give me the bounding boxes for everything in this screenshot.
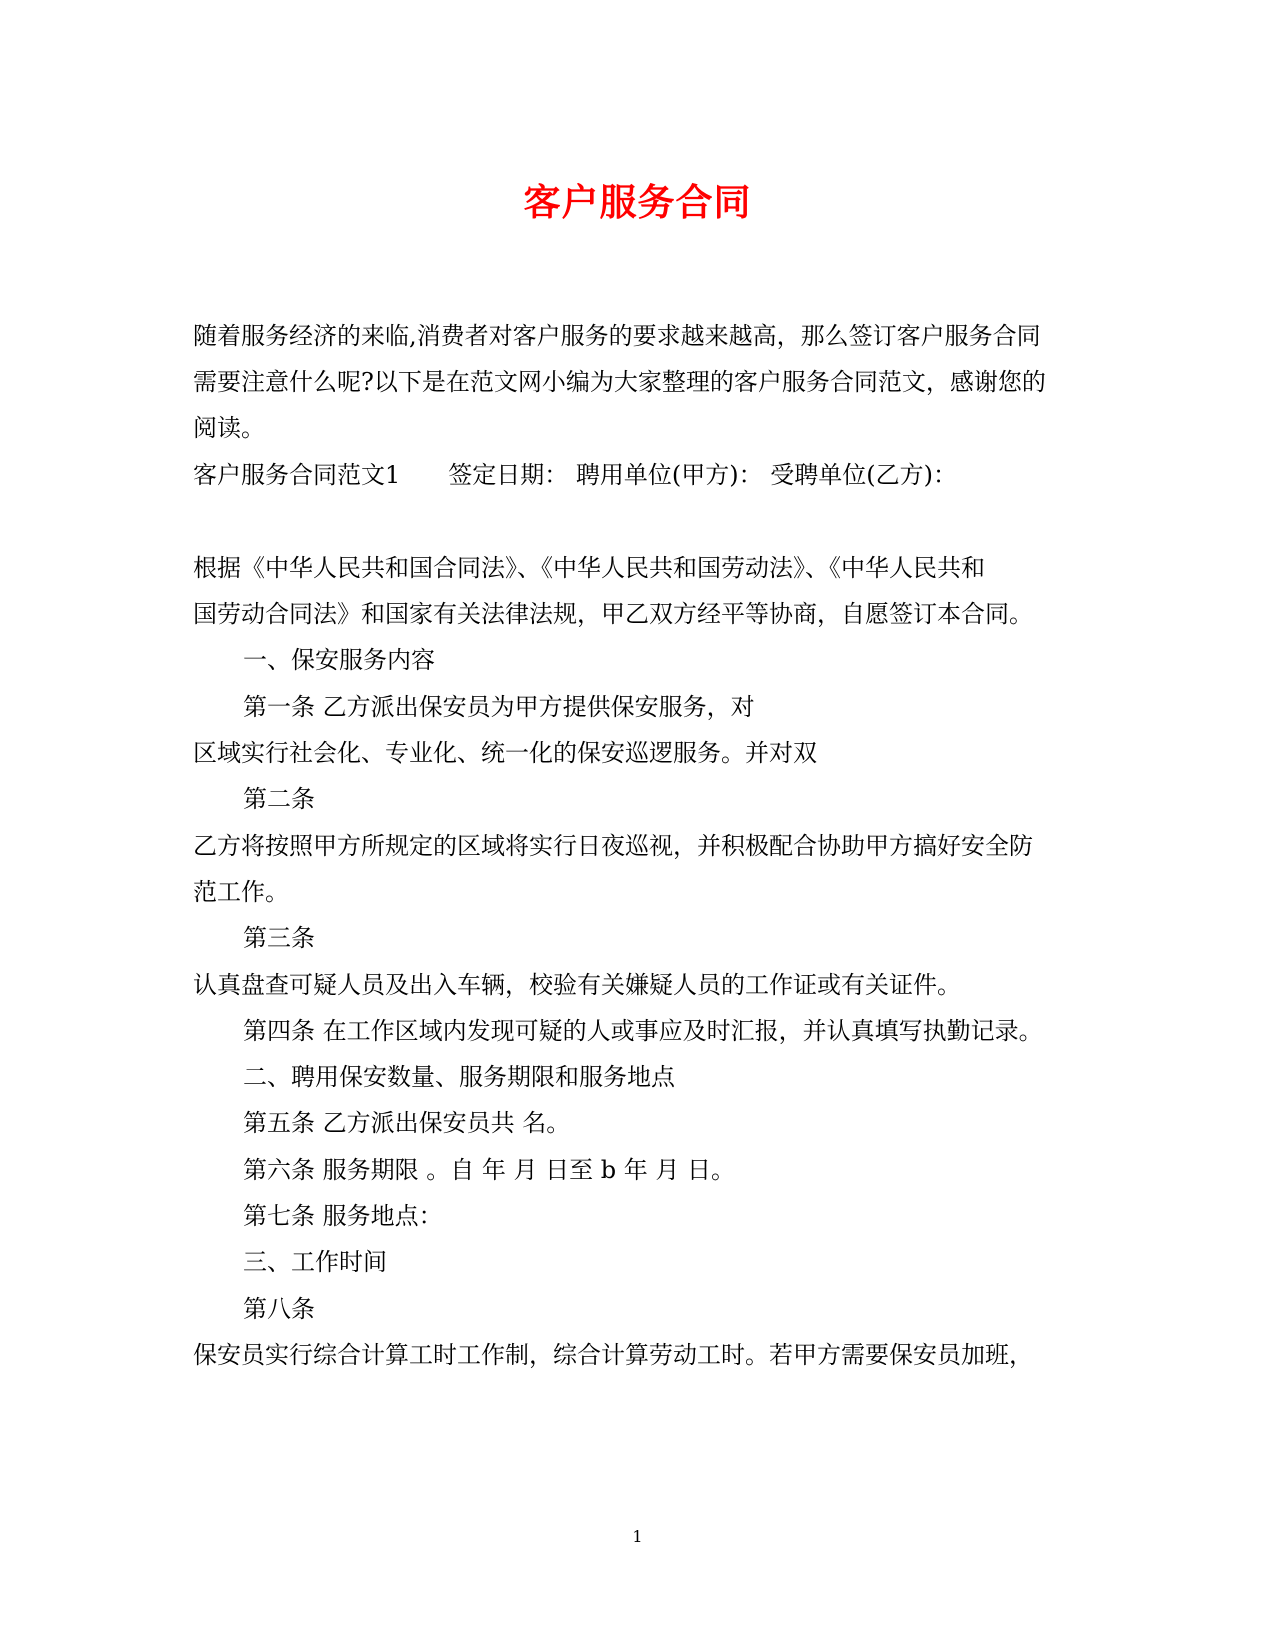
paragraph-line: 国劳动合同法》和国家有关法律法规，甲乙双方经平等协商，自愿签订本合同。	[193, 600, 1033, 628]
paragraph-line: 范工作。	[193, 878, 289, 906]
paragraph-line: 客户服务合同范文1 签定日期： 聘用单位(甲方)： 受聘单位(乙方)：	[193, 461, 957, 489]
page-number: 1	[632, 1527, 643, 1546]
article-line: 第四条 在工作区域内发现可疑的人或事应及时汇报，并认真填写执勤记录。	[243, 1017, 1043, 1045]
paragraph-line: 阅读。	[193, 414, 265, 442]
paragraph-line: 根据《中华人民共和国合同法》、《中华人民共和国劳动法》、《中华人民共和	[193, 554, 985, 582]
document-title: 客户服务合同	[523, 180, 752, 224]
section-heading: 一、保安服务内容	[243, 646, 435, 674]
article-heading: 第三条	[243, 924, 315, 952]
section-heading: 三、工作时间	[243, 1248, 387, 1276]
paragraph-line: 随着服务经济的来临,消费者对客户服务的要求越来越高，那么签订客户服务合同	[193, 322, 1041, 350]
article-heading: 第八条	[243, 1295, 315, 1323]
paragraph-line: 认真盘查可疑人员及出入车辆，校验有关嫌疑人员的工作证或有关证件。	[193, 971, 961, 999]
article-line: 第一条 乙方派出保安员为甲方提供保安服务，对	[243, 693, 755, 721]
paragraph-line: 需要注意什么呢?以下是在范文网小编为大家整理的客户服务合同范文，感谢您的	[193, 368, 1046, 396]
paragraph-line: 保安员实行综合计算工时工作制，综合计算劳动工时。若甲方需要保安员加班，	[193, 1341, 1033, 1369]
paragraph-line: 乙方将按照甲方所规定的区域将实行日夜巡视，并积极配合协助甲方搞好安全防	[193, 832, 1033, 860]
article-heading: 第二条	[243, 785, 315, 813]
paragraph-line: 区域实行社会化、专业化、统一化的保安巡逻服务。并对双	[193, 739, 817, 767]
section-heading: 二、聘用保安数量、服务期限和服务地点	[243, 1063, 675, 1091]
article-line: 第七条 服务地点：	[243, 1202, 443, 1230]
article-line: 第六条 服务期限 。自 年 月 日至 b 年 月 日。	[243, 1156, 736, 1184]
article-line: 第五条 乙方派出保安员共 名。	[243, 1109, 571, 1137]
